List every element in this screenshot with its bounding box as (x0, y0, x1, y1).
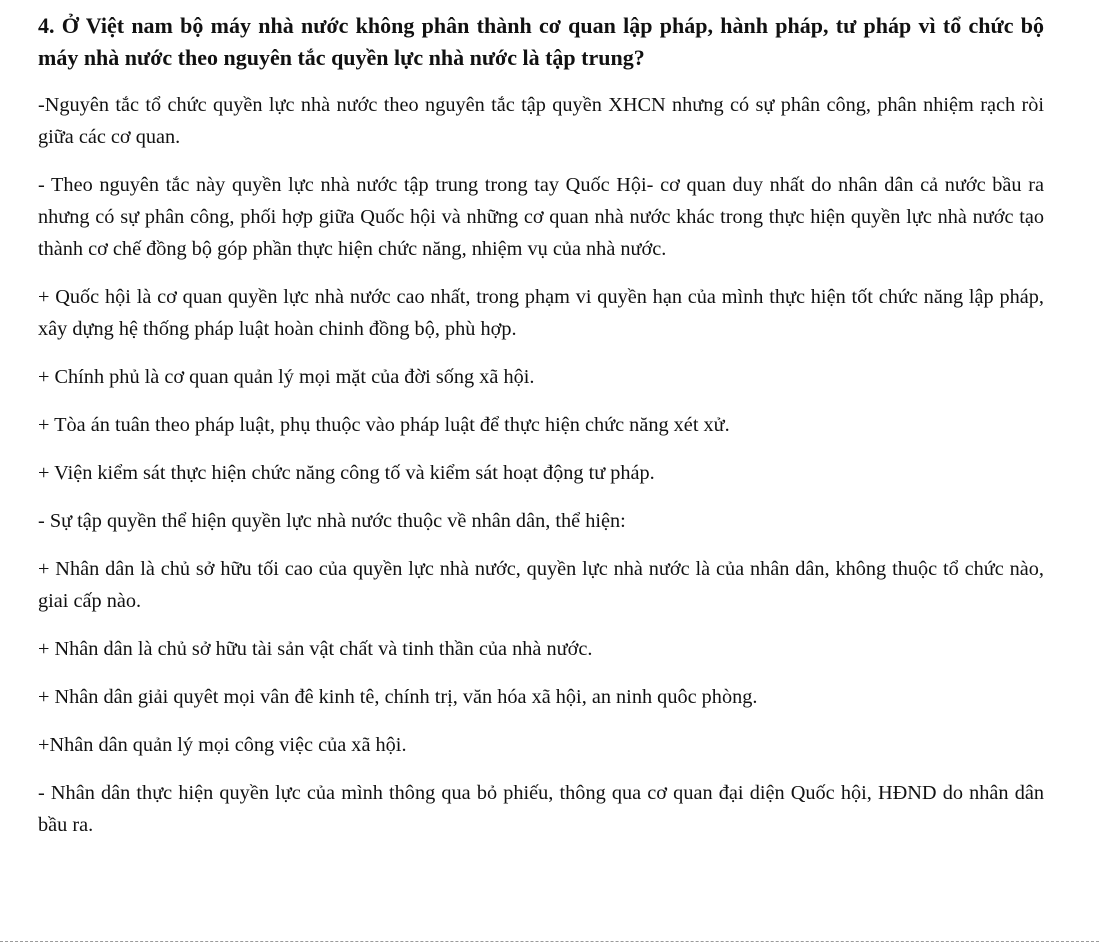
page-bottom-divider (0, 941, 1099, 942)
paragraph-people-exercise-power: - Nhân dân thực hiện quyền lực của mình thông qua bỏ phiếu, thông qua cơ quan đại diện Quốc hội, HĐND do nhân dân bầu ra. (38, 782, 1044, 836)
paragraph-principle: -Nguyên tắc tổ chức quyền lực nhà nước theo nguyên tắc tập quyền XHCN nhưng có sự phân công, phân nhiệm rạch ròi giữa các cơ quan. (38, 94, 1044, 148)
paragraph-people-supreme-owner: + Nhân dân là chủ sở hữu tối cao của quyền lực nhà nước, quyền lực nhà nước là của nhân dân, không thuộc tổ chức nào, giai cấp nào. (38, 558, 1044, 612)
paragraph-government: + Chính phủ là cơ quan quản lý mọi mặt của đời sống xã hội. (38, 366, 535, 388)
paragraph-procuracy: + Viện kiểm sát thực hiện chức năng công tố và kiểm sát hoạt động tư pháp. (38, 462, 655, 484)
paragraph-concentration: - Theo nguyên tắc này quyền lực nhà nước tập trung trong tay Quốc Hội- cơ quan duy nhất do nhân dân cả nước bầu ra nhưng có sự phân công, phối hợp giữa Quốc hội và những cơ quan nhà nước khác trong thực hiện quyền lực nhà nước tạo thành cơ chế đồng bộ góp phần thực hiện chức năng, nhiệm vụ của nhà nước. (38, 174, 1044, 260)
paragraph-people-asset-owner: + Nhân dân là chủ sở hữu tài sản vật chất và tinh thần của nhà nước. (38, 638, 593, 660)
paragraph-centralization: - Sự tập quyền thể hiện quyền lực nhà nước thuộc về nhân dân, thể hiện: (38, 510, 626, 532)
paragraph-national-assembly: + Quốc hội là cơ quan quyền lực nhà nước cao nhất, trong phạm vi quyền hạn của mình thực hiện tốt chức năng lập pháp, xây dựng hệ thống pháp luật hoàn chinh đồng bộ, phù hợp. (38, 286, 1044, 340)
question-heading: 4. Ở Việt nam bộ máy nhà nước không phân thành cơ quan lập pháp, hành pháp, tư pháp vì tổ chức bộ máy nhà nước theo nguyên tắc quyền lực nhà nước là tập trung? (38, 13, 1044, 70)
document-body (38, 10, 1044, 857)
paragraph-people-manage: +Nhân dân quản lý mọi công việc của xã hội. (38, 734, 407, 756)
paragraph-people-solve-issues: + Nhân dân giải quyêt mọi vân đê kinh tê, chính trị, văn hóa xã hội, an ninh quôc phòng. (38, 686, 758, 708)
paragraph-court: + Tòa án tuân theo pháp luật, phụ thuộc vào pháp luật để thực hiện chức năng xét xử. (38, 414, 730, 436)
